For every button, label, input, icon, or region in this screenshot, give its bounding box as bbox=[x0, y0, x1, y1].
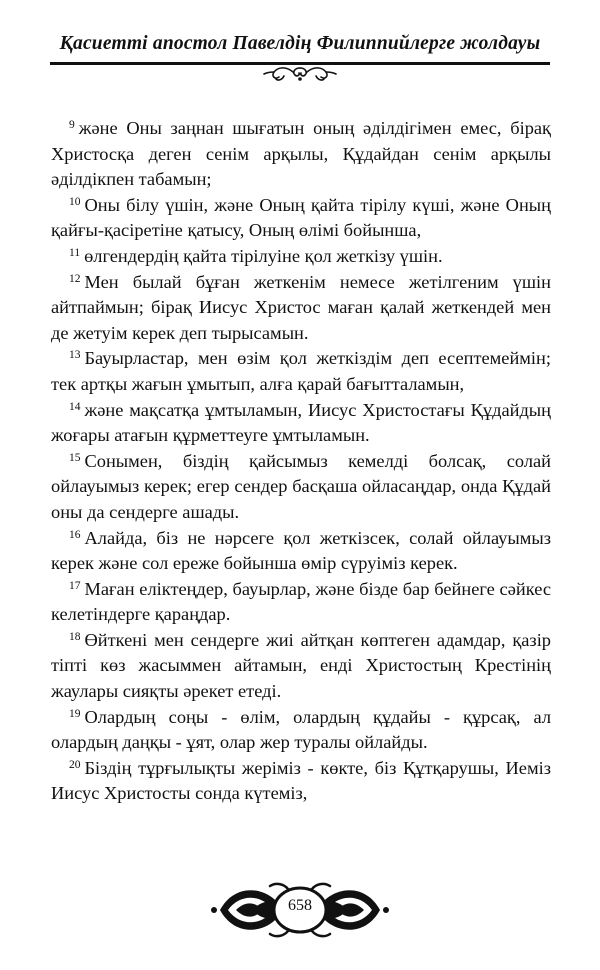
verse bbox=[51, 398, 551, 449]
verse-number: 20 bbox=[69, 758, 81, 771]
verse bbox=[51, 193, 551, 244]
verse bbox=[51, 270, 551, 347]
verse-text: Бауырластар, мен өзім қол жеткіздім деп есептемеймін; тек артқы жағын ұмытып, алға қарай бағытталамын, bbox=[51, 348, 551, 394]
verse-number: 13 bbox=[69, 349, 81, 362]
verse-text: Өйткені мен сендерге жиі айтқан көптеген адамдар, қазір тіпті көз жасыммен айтамын, енді Христостың Крестінің жаулары сияқты әрекет етеді. bbox=[51, 629, 551, 702]
verse-number: 15 bbox=[69, 451, 81, 464]
verse-text: Біздің тұрғылықты жеріміз - көкте, біз Құтқарушы, Иеміз Иисус Христосты сонда күтеміз, bbox=[51, 757, 551, 804]
verse bbox=[51, 346, 551, 397]
verse-text: Сонымен, біздің қайсымыз кемелді болсақ, солай ойлауымыз керек; егер сендер басқаша ойласаңдар, онда Құдай оны да сендерге ашады. bbox=[51, 450, 551, 522]
verse-number: 19 bbox=[69, 707, 81, 720]
verse-text-block bbox=[51, 116, 551, 807]
verse-text: Маған еліктеңдер, бауырлар, және бізде бар бейнеге сәйкес келетіндерге қараңдар. bbox=[51, 578, 551, 625]
verse-number: 18 bbox=[69, 630, 81, 643]
verse-text: Мен былай бұған жеткенім немесе жетілгеним үшін айтпаймын; бірақ Иисус Христос маған қалай жеткендей мен де жетуім керек деп тырысамын. bbox=[51, 271, 551, 343]
verse bbox=[51, 705, 551, 756]
verse-number: 10 bbox=[69, 195, 81, 208]
verse bbox=[51, 526, 551, 577]
verse-number: 16 bbox=[69, 528, 81, 541]
page-footer bbox=[210, 880, 390, 940]
verse-number: 17 bbox=[69, 579, 81, 592]
running-header-title: Қасиетті апостол Павелдің Филиппийлерге жолдауы bbox=[59, 33, 541, 54]
verse bbox=[51, 449, 551, 526]
verse bbox=[51, 756, 551, 807]
verse-text: Алайда, біз не нәрсеге қол жеткізсек, солай ойлауымыз керек және сол ереже бойынша өмір сүруіміз керек. bbox=[51, 527, 551, 574]
verse-number: 12 bbox=[69, 272, 81, 285]
page-number: 658 bbox=[288, 897, 312, 914]
flourish-ornament-icon bbox=[262, 64, 338, 84]
verse-text: Олардың соңы - өлім, олардың құдайы - құрсақ, ал олардың даңқы - ұят, олар жер туралы ойлайды. bbox=[51, 706, 551, 753]
verse-number: 9 bbox=[69, 119, 75, 131]
verse-text: Оны білу үшін, және Оның қайта тірілу күші, және Оның қайғы-қасіретіне қатысу, Оның өлімі бойынша, bbox=[51, 194, 551, 241]
verse-number: 14 bbox=[69, 400, 81, 413]
verse-text: және мақсатқа ұмтыламын, Иисус Христостағы Құдайдың жоғары атағын құрметтеуге ұмтыламын. bbox=[51, 399, 551, 446]
verse-text: өлгендердің қайта тірілуіне қол жеткізу үшін. bbox=[84, 245, 443, 266]
verse bbox=[51, 628, 551, 705]
verse bbox=[51, 577, 551, 628]
verse-text: және Оны заңнан шығатын оның әділдігімен емес, бірақ Христосқа деген сенім арқылы, Құдайдан сенім арқылы әділдікпен табамын; bbox=[51, 118, 551, 190]
verse bbox=[51, 244, 551, 270]
verse-number: 11 bbox=[69, 246, 81, 259]
verse bbox=[51, 116, 551, 193]
